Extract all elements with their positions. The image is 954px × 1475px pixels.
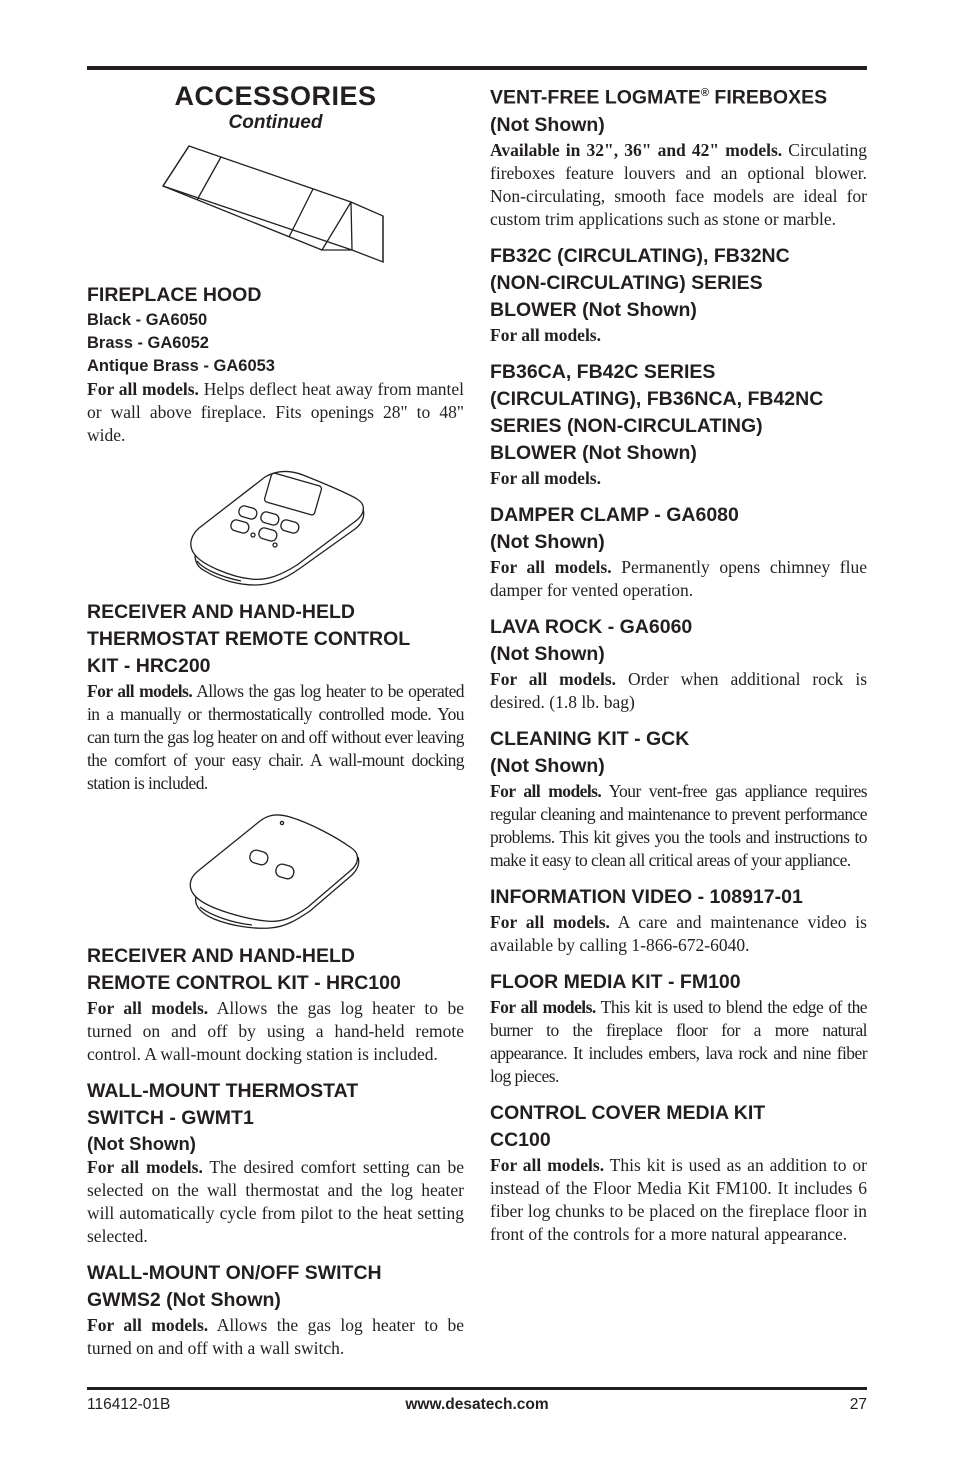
fireplace-hood-illustration [161, 142, 391, 270]
cleaning-description: For all models. Your vent-free gas appliance requires regular cleaning and maintenance to prevent performance problems. This kit gives you the tools and instructions to make it easy to clean all critical areas of your appliance. [490, 780, 867, 870]
damper-heading-line2: (Not Shown) [490, 530, 605, 553]
fb32-heading-line3: BLOWER (Not Shown) [490, 298, 697, 321]
footer-website: www.desatech.com [405, 1396, 549, 1413]
gwms2-heading-line1: WALL-MOUNT ON/OFF SWITCH [87, 1262, 382, 1284]
hood-model-antique-brass: Antique Brass - GA6053 [87, 357, 275, 375]
section-title: ACCESSORIES [174, 81, 377, 111]
cover-description: For all models. This kit is used as an addition to or instead of the Floor Media Kit FM100. It includes 6 fiber log chunks to be placed on the fireplace floor in front of the controls for a more natural appearance. [490, 1154, 867, 1244]
thermostat-remote-illustration [181, 461, 371, 587]
logmate-heading-line2: (Not Shown) [490, 113, 605, 136]
section-subtitle: Continued [228, 112, 323, 133]
hrc100-description: For all models. Allows the gas log heater to be turned on and off by using a hand-held remote control. A wall-mount docking station is included. [87, 998, 464, 1064]
hrc200-description: For all models. Allows the gas log heater to be operated in a manually or thermostatically controlled mode. You can turn the gas log heater on and off without ever leaving the comfort of your easy chair. A wall-mount docking station is included. [87, 681, 464, 793]
hrc100-heading-line2: REMOTE CONTROL KIT - HRC100 [87, 972, 401, 994]
lava-heading-line1: LAVA ROCK - GA6060 [490, 615, 693, 638]
hrc100-heading-line1: RECEIVER AND HAND-HELD [87, 945, 355, 967]
top-rule [87, 66, 867, 70]
bottom-rule [87, 1387, 867, 1390]
floor-description: For all models. This kit is used to blend the edge of the burner to the fireplace floor for a more natural appearance. It includes embers, lava rock and nine fiber log pieces. [490, 996, 867, 1086]
cleaning-heading-line2: (Not Shown) [490, 754, 605, 777]
floor-heading: FLOOR MEDIA KIT - FM100 [490, 970, 741, 993]
gwmt1-description: For all models. The desired comfort setting can be selected on the wall thermostat and the log heater will automatically cycle from pilot to the heat setting selected. [87, 1157, 464, 1246]
fb32-heading-line2: (NON-CIRCULATING) SERIES [490, 271, 763, 294]
lava-description: For all models. Order when additional rock is desired. (1.8 lb. bag) [490, 668, 867, 712]
gwmt1-heading-line2: SWITCH - GWMT1 [87, 1107, 254, 1129]
video-description: For all models. A care and maintenance video is available by calling 1-866-672-6040. [490, 911, 867, 955]
lava-heading-line2: (Not Shown) [490, 642, 605, 665]
gwms2-description: For all models. Allows the gas log heater to be turned on and off with a wall switch. [87, 1315, 464, 1358]
fb32-heading-line1: FB32C (CIRCULATING), FB32NC [490, 244, 790, 267]
fireplace-hood-heading: FIREPLACE HOOD [87, 284, 262, 306]
hood-model-brass: Brass - GA6052 [87, 334, 209, 352]
fb36-description: For all models. [490, 467, 601, 488]
hrc200-heading-line1: RECEIVER AND HAND-HELD [87, 601, 355, 623]
right-column [490, 80, 867, 1246]
left-column [87, 80, 464, 1360]
fb36-heading-line4: BLOWER (Not Shown) [490, 441, 697, 464]
gwms2-heading-line2: GWMS2 (Not Shown) [87, 1289, 281, 1311]
footer-doc-number: 116412-01B [87, 1396, 171, 1413]
fb36-heading-line2: (CIRCULATING), FB36NCA, FB42NC [490, 387, 824, 410]
video-heading: INFORMATION VIDEO - 108917-01 [490, 885, 803, 908]
gwmt1-not-shown: (Not Shown) [87, 1133, 196, 1154]
logmate-heading: VENT-FREE LOGMATE® FIREBOXES [490, 86, 828, 109]
hrc200-heading-line2: THERMOSTAT REMOTE CONTROL [87, 628, 411, 650]
fb36-heading-line3: SERIES (NON-CIRCULATING) [490, 414, 763, 437]
fb36-heading-line1: FB36CA, FB42C SERIES [490, 360, 716, 383]
cover-heading-line1: CONTROL COVER MEDIA KIT [490, 1101, 766, 1124]
logmate-description: Available in 32", 36" and 42" models. Circulating fireboxes feature louvers and an optional blower. Non-circulating, smooth face models are ideal for custom trim applications such as stone or marble. [490, 139, 867, 229]
fireplace-hood-description: For all models. Helps deflect heat away from mantel or wall above fireplace. Fits openings 28" to 48" wide. [87, 379, 465, 445]
fb32-description: For all models. [490, 324, 601, 345]
damper-heading-line1: DAMPER CLAMP - GA6080 [490, 503, 739, 526]
footer-page-number: 27 [849, 1396, 867, 1413]
hood-model-black: Black - GA6050 [87, 311, 208, 329]
hrc200-heading-line3: KIT - HRC200 [87, 655, 211, 677]
gwmt1-heading-line1: WALL-MOUNT THERMOSTAT [87, 1080, 359, 1102]
cover-heading-line2: CC100 [490, 1128, 551, 1151]
damper-description: For all models. Permanently opens chimney flue damper for vented operation. [490, 556, 867, 600]
remote-control-illustration [186, 809, 366, 931]
cleaning-heading-line1: CLEANING KIT - GCK [490, 727, 690, 750]
